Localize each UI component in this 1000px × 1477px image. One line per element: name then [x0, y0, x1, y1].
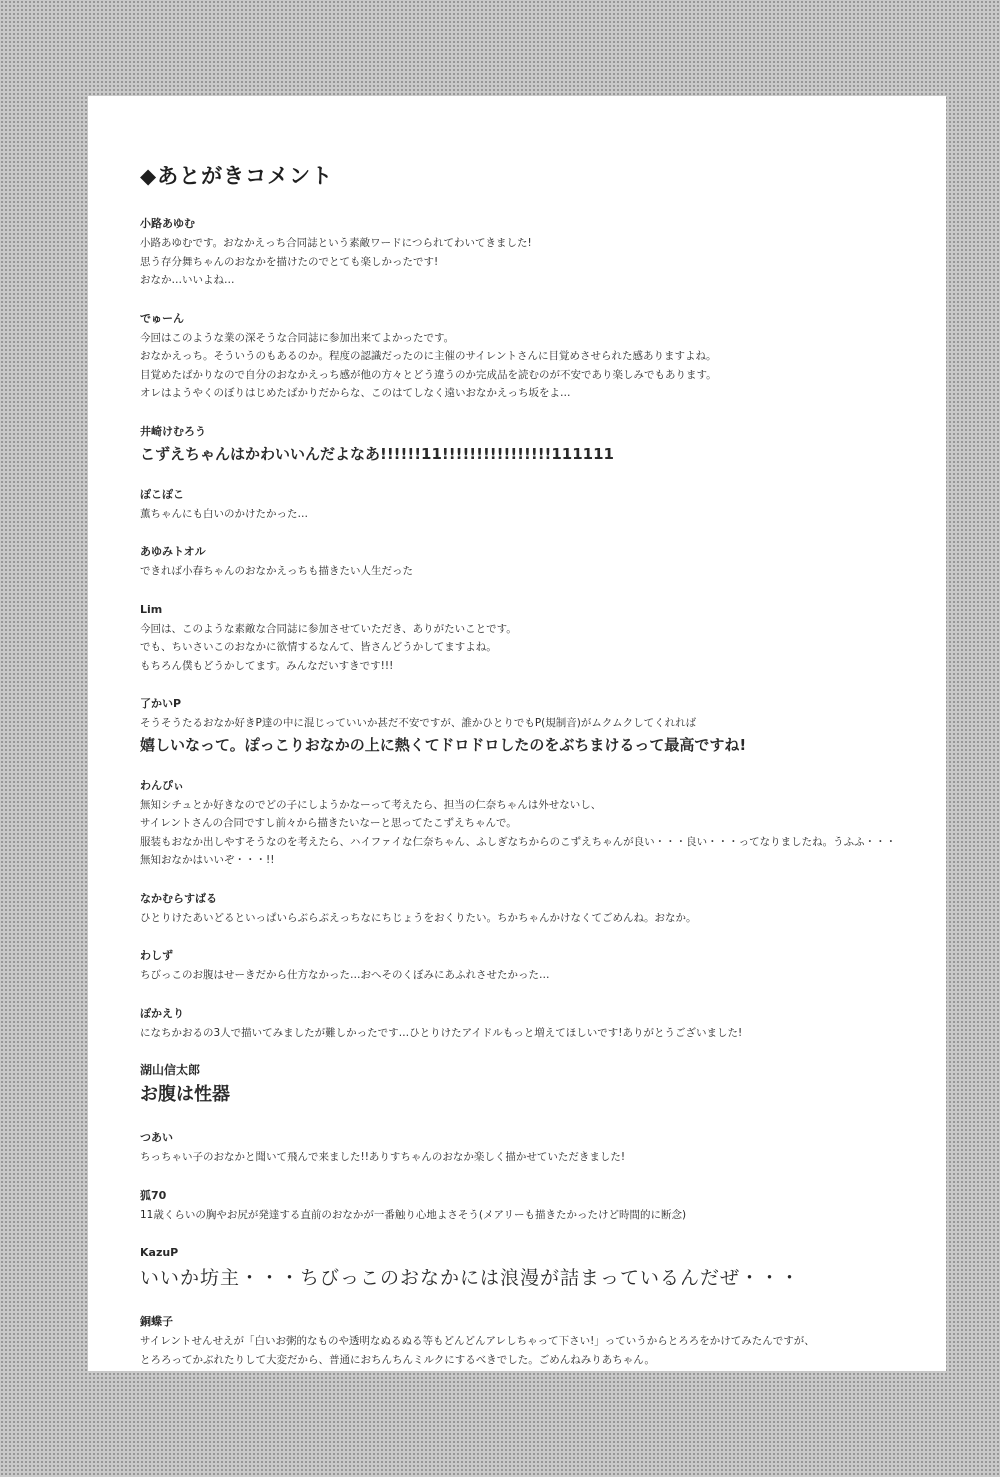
- comment-text-line: 嬉しいなって。ぽっこりおなかの上に熱くてドロドロしたのをぶちまけるって最高ですね!: [140, 735, 747, 754]
- comment-author: 了かいP: [140, 697, 182, 710]
- comment-text-line: もちろん僕もどうかしてます。みんなだいすきです!!!: [140, 659, 394, 672]
- comment-text-line: おなか…いいよね…: [140, 274, 235, 286]
- comment-entry: [140, 1130, 946, 1167]
- comment-entry: [140, 544, 946, 581]
- comment-author: ぽかえり: [140, 1006, 184, 1020]
- comment-entry: [140, 891, 946, 928]
- comment-list: [140, 216, 946, 1369]
- comment-text-line: おなかえっち。そういうのもあるのか。程度の認識だったのに主催のサイレントさんに目覚めさせられた感ありますよね。: [140, 350, 717, 362]
- comment-text-line: ちっちゃい子のおなかと聞いて飛んで来ました!!ありすちゃんのおなか楽しく描かせていただきました!: [140, 1151, 626, 1163]
- comment-entry: [140, 696, 946, 757]
- comment-text-line: 無知おなかはいいぞ・・・!!: [140, 854, 275, 866]
- comment-author: あゆみトオル: [140, 545, 206, 558]
- comment-text-line: 薫ちゃんにも白いのかけたかった…: [140, 507, 308, 520]
- comment-text-line: になちかおるの3人で描いてみましたが難しかったです…ひとりけたアイドルもっと増えてほしいです!ありがとうございました!: [140, 1026, 743, 1039]
- comment-text-line: 服装もおなか出しやすそうなのを考えたら、ハイファイな仁奈ちゃん、ふしぎなちからのこずえちゃんが良い・・・良い・・・ってなりましたね。うふふ・・・: [140, 835, 897, 848]
- comment-text-line: 無知シチュとか好きなのでどの子にしようかなーって考えたら、担当の仁奈ちゃんは外せないし、: [140, 798, 602, 811]
- comment-entry: [140, 1314, 946, 1369]
- comment-entry: [140, 1006, 946, 1043]
- comment-entry: [140, 424, 946, 466]
- comment-author: 井崎けむろう: [140, 424, 206, 438]
- comment-author: でゅーん: [140, 311, 184, 325]
- comment-text-line: ひとりけたあいどるといっぱいらぶらぶえっちなにちじょうをおくりたい。ちかちゃんかけなくてごめんね。おなか。: [140, 911, 697, 924]
- comment-text-line: 目覚めたばかりなので自分のおなかえっち感が他の方々とどう違うのか完成品を読むのが不安であり楽しみでもあります。: [140, 368, 717, 381]
- comment-author: 銅蝶子: [140, 1315, 173, 1328]
- comment-author: なかむらすばる: [140, 891, 217, 905]
- comment-author: わしず: [140, 949, 173, 962]
- comment-text-line: 今回は、このような素敵な合同誌に参加させていただき、ありがたいことです。: [140, 622, 517, 635]
- comment-entry: [140, 602, 946, 676]
- comment-entry: [140, 311, 946, 403]
- comment-text-line: いいか坊主・・・ちびっこのおなかには浪漫が詰まっているんだぜ・・・: [140, 1267, 801, 1289]
- comment-text-line: お腹は性器: [140, 1084, 230, 1105]
- comment-text-line: サイレントさんの合同ですし前々から描きたいなーと思ってたこずえちゃんで。: [140, 817, 517, 829]
- comment-text-line: 小路あゆむです。おなかえっち合同誌という素敵ワードにつられてわいてきました!: [140, 237, 532, 249]
- comment-text-line: サイレントせんせえが「白いお粥的なものや透明なぬるぬる等もどんどんアレしちゃって下さい!」っていうからとろろをかけてみたんですが、: [140, 1335, 815, 1347]
- comment-text-line: とろろってかぶれたりして大変だから、普通におちんちんミルクにするべきでした。ごめんねみりあちゃん。: [140, 1353, 655, 1366]
- comment-text-line: 今回はこのような業の深そうな合同誌に参加出来てよかったです。: [140, 331, 455, 344]
- comment-entry: [140, 1063, 946, 1109]
- comment-author: 小路あゆむ: [140, 217, 195, 230]
- afterword-page: [88, 96, 946, 1371]
- comment-text-line: オレはようやくのぼりはじめたばかりだからな、このはてしなく遠いおなかえっち坂をよ…: [140, 387, 571, 399]
- comment-author: KazuP: [140, 1246, 179, 1259]
- comment-author: つあい: [140, 1131, 173, 1144]
- comment-entry: [140, 948, 946, 985]
- page-title: ◆あとがきコメント: [140, 164, 334, 188]
- comment-entry: [140, 216, 946, 290]
- comment-author: 狐70: [140, 1188, 167, 1202]
- comment-text-line: そうそうたるおなか好きP達の中に混じっていいか甚だ不安ですが、誰かひとりでもP(規制音)がムクムクしてくれれば: [140, 717, 697, 729]
- comment-entry: [140, 1245, 946, 1293]
- comment-text-line: でも、ちいさいこのおなかに欲情するなんて、皆さんどうかしてますよね。: [140, 641, 497, 653]
- comment-text-line: こずえちゃんはかわいいんだよなあ!!!!!!11!!!!!!!!!!!!!!!!111111: [140, 444, 614, 463]
- comment-author: 湖山信太郎: [140, 1063, 201, 1077]
- comment-text-line: できれば小春ちゃんのおなかえっちも描きたい人生だった: [140, 565, 413, 577]
- comment-author: Lim: [140, 602, 163, 616]
- comment-text-line: 思う存分舞ちゃんのおなかを描けたのでとても楽しかったです!: [140, 255, 439, 268]
- comment-entry: [140, 778, 946, 870]
- comment-entry: [140, 487, 946, 524]
- comment-text-line: 11歳くらいの胸やお尻が発達する直前のおなかが一番触り心地よさそう(メアリーも描きたかったけど時間的に断念): [140, 1208, 687, 1221]
- comment-text-line: ちびっこのお腹はせーきだから仕方なかった…おへそのくぼみにあふれさせたかった…: [140, 969, 550, 981]
- comment-author: ぽこぽこ: [140, 487, 184, 501]
- comment-entry: [140, 1188, 946, 1225]
- comment-author: わんぴぃ: [140, 778, 184, 792]
